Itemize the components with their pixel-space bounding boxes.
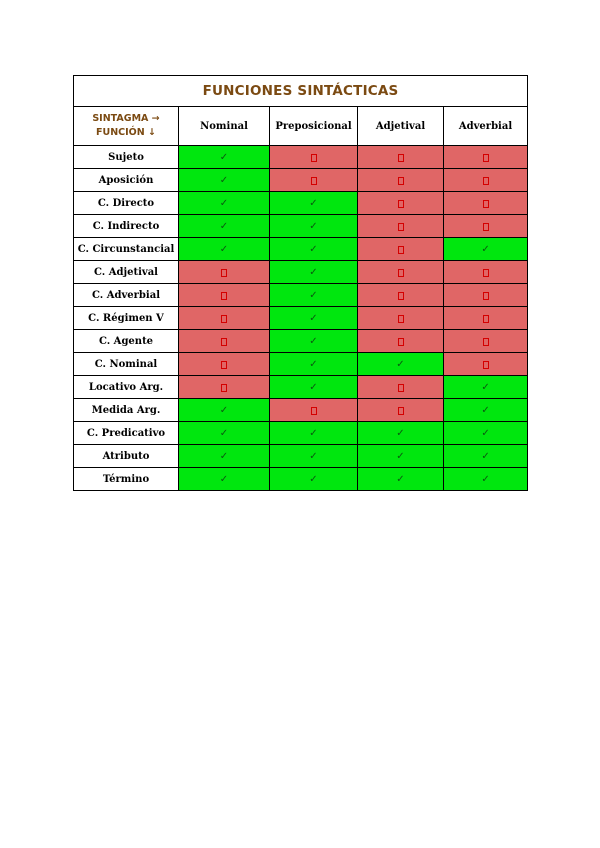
missing-glyph-box [221,361,227,369]
check-icon: ✓ [270,422,358,445]
missing-glyph-icon [444,330,528,353]
missing-glyph-box [398,269,404,277]
missing-glyph-box [483,361,489,369]
check-icon: ✓ [179,192,270,215]
row-label: C. Predicativo [74,422,179,445]
missing-glyph-icon [358,399,444,422]
table-row [74,353,528,376]
check-icon: ✓ [270,468,358,491]
check-icon: ✓ [358,445,444,468]
check-icon: ✓ [444,399,528,422]
check-icon: ✓ [270,238,358,261]
table-row [74,376,528,399]
missing-glyph-icon [444,146,528,169]
table-row [74,422,528,445]
check-icon: ✓ [444,468,528,491]
column-header-row [74,107,528,146]
table-row [74,215,528,238]
missing-glyph-box [398,223,404,231]
missing-glyph-box [221,338,227,346]
missing-glyph-icon [179,284,270,307]
table-row [74,445,528,468]
check-icon: ✓ [179,238,270,261]
missing-glyph-icon [444,215,528,238]
column-header-adjetival: Adjetival [358,107,444,146]
check-icon: ✓ [179,399,270,422]
missing-glyph-icon [179,330,270,353]
missing-glyph-box [398,246,404,254]
row-label: Medida Arg. [74,399,179,422]
missing-glyph-box [483,292,489,300]
missing-glyph-box [398,384,404,392]
row-label: Aposición [74,169,179,192]
check-icon: ✓ [358,422,444,445]
row-label: Sujeto [74,146,179,169]
missing-glyph-box [483,269,489,277]
table-row [74,330,528,353]
check-icon: ✓ [270,192,358,215]
check-icon: ✓ [179,422,270,445]
missing-glyph-box [221,384,227,392]
row-label: C. Nominal [74,353,179,376]
missing-glyph-box [483,154,489,162]
check-icon: ✓ [270,353,358,376]
missing-glyph-box [311,154,317,162]
missing-glyph-box [398,338,404,346]
missing-glyph-icon [358,192,444,215]
check-icon: ✓ [270,215,358,238]
check-icon: ✓ [444,422,528,445]
missing-glyph-icon [358,215,444,238]
syntactic-functions-sheet [73,75,527,491]
check-icon: ✓ [444,376,528,399]
missing-glyph-box [311,177,317,185]
missing-glyph-box [483,315,489,323]
missing-glyph-icon [179,261,270,284]
check-icon: ✓ [270,330,358,353]
check-icon: ✓ [270,376,358,399]
missing-glyph-icon [270,169,358,192]
check-icon: ✓ [270,445,358,468]
check-icon: ✓ [270,284,358,307]
corner-label-sintagma: SINTAGMA → [92,113,160,124]
row-label: C. Circunstancial [74,238,179,261]
check-icon: ✓ [179,215,270,238]
row-label: C. Indirecto [74,215,179,238]
corner-header [74,107,179,146]
missing-glyph-box [483,200,489,208]
missing-glyph-box [398,154,404,162]
missing-glyph-icon [444,284,528,307]
check-icon: ✓ [179,468,270,491]
missing-glyph-box [221,315,227,323]
column-header-nominal: Nominal [179,107,270,146]
table-row [74,284,528,307]
missing-glyph-icon [444,307,528,330]
missing-glyph-icon [358,330,444,353]
missing-glyph-box [221,269,227,277]
missing-glyph-box [398,200,404,208]
row-label: C. Régimen V [74,307,179,330]
missing-glyph-icon [270,399,358,422]
row-label: C. Agente [74,330,179,353]
missing-glyph-icon [358,284,444,307]
table-row [74,307,528,330]
missing-glyph-icon [358,376,444,399]
check-icon: ✓ [270,307,358,330]
missing-glyph-icon [358,261,444,284]
missing-glyph-box [483,177,489,185]
missing-glyph-icon [444,353,528,376]
column-header-preposicional: Preposicional [270,107,358,146]
table-body [74,146,528,491]
table-row [74,169,528,192]
check-icon: ✓ [358,468,444,491]
missing-glyph-box [311,407,317,415]
missing-glyph-icon [358,307,444,330]
missing-glyph-icon [358,238,444,261]
check-icon: ✓ [444,238,528,261]
missing-glyph-icon [179,307,270,330]
check-icon: ✓ [444,445,528,468]
missing-glyph-icon [179,353,270,376]
missing-glyph-box [483,338,489,346]
table-row [74,399,528,422]
missing-glyph-icon [179,376,270,399]
row-label: Término [74,468,179,491]
missing-glyph-box [483,223,489,231]
missing-glyph-box [398,315,404,323]
syntactic-functions-table [73,75,528,491]
missing-glyph-box [398,177,404,185]
corner-label-funcion: FUNCIÓN ↓ [96,127,156,138]
table-row [74,468,528,491]
row-label: Atributo [74,445,179,468]
check-icon: ✓ [179,445,270,468]
missing-glyph-icon [270,146,358,169]
check-icon: ✓ [358,353,444,376]
row-label: C. Directo [74,192,179,215]
check-icon: ✓ [179,146,270,169]
check-icon: ✓ [270,261,358,284]
missing-glyph-icon [358,146,444,169]
row-label: C. Adverbial [74,284,179,307]
missing-glyph-icon [444,169,528,192]
check-icon: ✓ [179,169,270,192]
table-row [74,192,528,215]
missing-glyph-icon [358,169,444,192]
missing-glyph-icon [444,192,528,215]
table-row [74,261,528,284]
table-title: FUNCIONES SINTÁCTICAS [74,76,528,107]
table-row [74,146,528,169]
missing-glyph-box [221,292,227,300]
row-label: Locativo Arg. [74,376,179,399]
missing-glyph-box [398,407,404,415]
missing-glyph-box [398,292,404,300]
row-label: C. Adjetival [74,261,179,284]
table-row [74,238,528,261]
column-header-adverbial: Adverbial [444,107,528,146]
missing-glyph-icon [444,261,528,284]
